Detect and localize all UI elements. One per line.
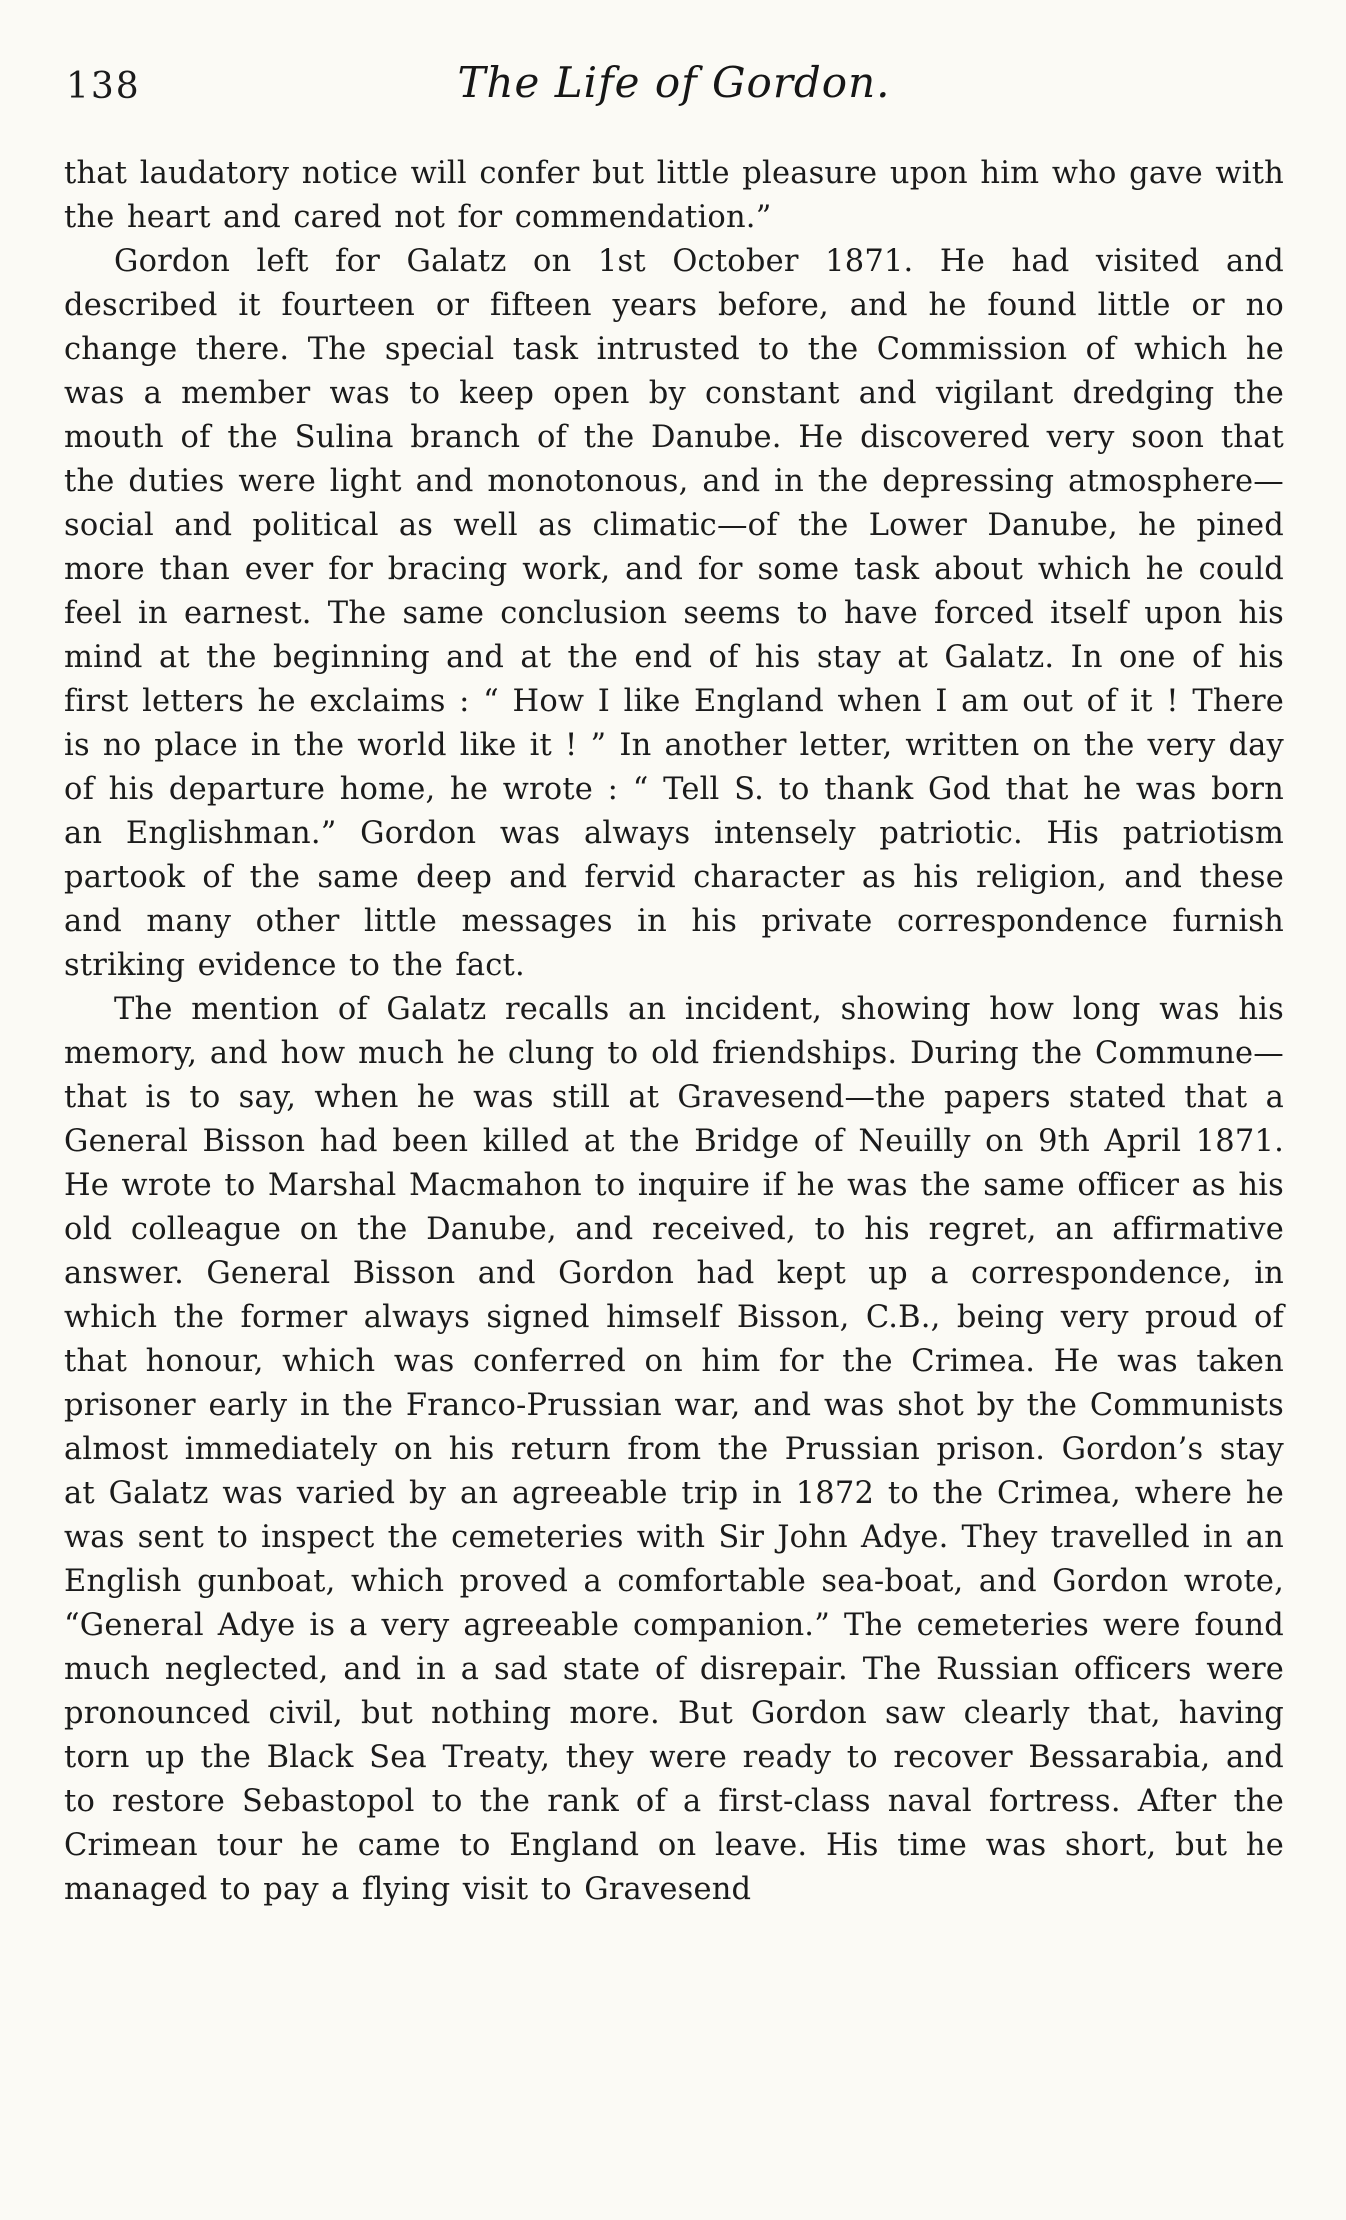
page-number: 138: [66, 66, 141, 107]
paragraph-galatz: Gordon left for Galatz on 1st October 1871. He had visited and described it fourteen or fifteen years before, and he found little or no change there. The special task intrusted to the Commission of which he was a member was to keep open by constant and vigilant dredging the mouth of the Sulina branch of the Danube. He discovered very soon that the duties were light and monotonous, and in the depressing atmosphere—social and political as well as climatic—of the Lower Danube, he pined more than ever for bracing work, and for some task about which he could feel in earnest. The same conclusion seems to have forced itself upon his mind at the beginning and at the end of his stay at Galatz. In one of his first letters he exclaims : “ How I like England when I am out of it ! There is no place in the world like it ! ” In another letter, written on the very day of his departure home, he wrote : “ Tell S. to thank God that he was born an Englishman.” Gordon was always intensely patriotic. His patriotism partook of the same deep and fervid character as his religion, and these and many other little messages in his private correspondence furnish striking evidence to the fact.: [64, 244, 1284, 983]
page-body: [64, 152, 1284, 1912]
page-header: [64, 58, 1284, 122]
paragraph-continuation: that laudatory notice will confer but little pleasure upon him who gave with the heart and cared not for commendation.”: [64, 156, 1284, 235]
paragraph-bisson: The mention of Galatz recalls an incident, showing how long was his memory, and how much he clung to old friendships. During the Commune—that is to say, when he was still at Gravesend—the papers stated that a General Bisson had been killed at the Bridge of Neuilly on 9th April 1871. He wrote to Marshal Macmahon to inquire if he was the same officer as his old colleague on the Danube, and received, to his regret, an affirmative answer. General Bisson and Gordon had kept up a correspondence, in which the former always signed himself Bisson, C.B., being very proud of that honour, which was conferred on him for the Crimea. He was taken prisoner early in the Franco-Prussian war, and was shot by the Communists almost immediately on his return from the Prussian prison. Gordon’s stay at Galatz was varied by an agreeable trip in 1872 to the Crimea, where he was sent to inspect the cemeteries with Sir John Adye. They travelled in an English gunboat, which proved a comfortable sea-boat, and Gordon wrote, “General Adye is a very agreeable companion.” The cemeteries were found much neglected, and in a sad state of disrepair. The Russian officers were pronounced civil, but nothing more. But Gordon saw clearly that, having torn up the Black Sea Treaty, they were ready to recover Bessarabia, and to restore Sebastopol to the rank of a first-class naval fortress. After the Crimean tour he came to England on leave. His time was short, but he managed to pay a flying visit to Gravesend: [64, 992, 1284, 1907]
running-title: The Life of Gordon.: [457, 58, 891, 107]
